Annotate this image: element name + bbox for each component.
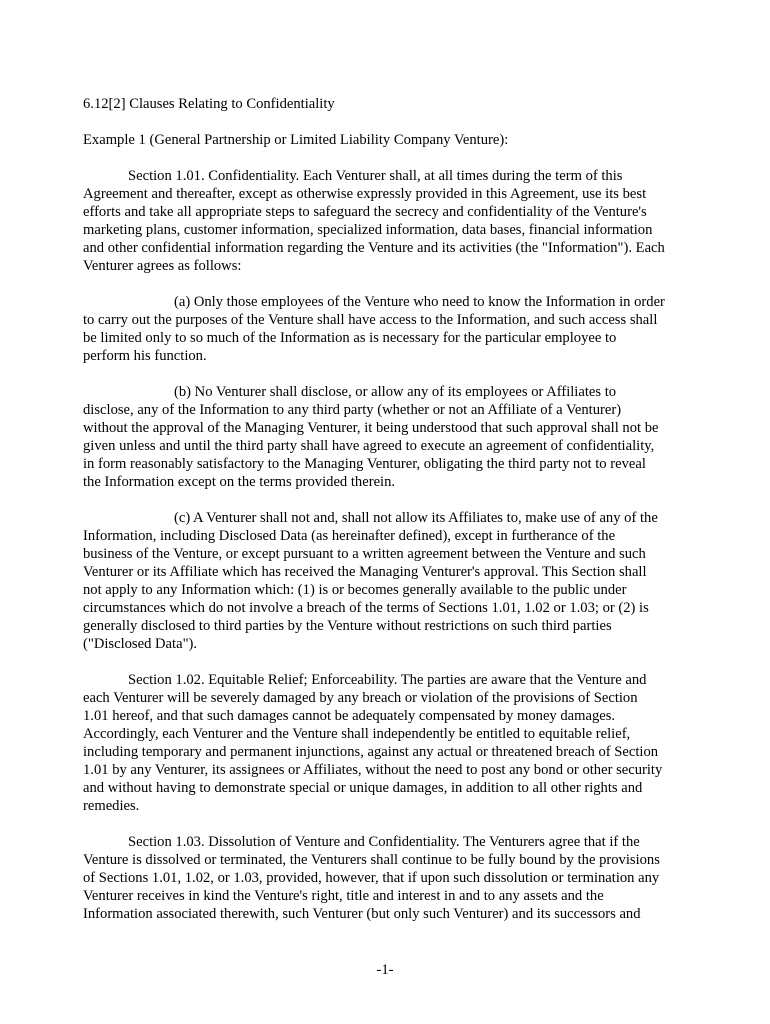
- document-title: 6.12[2] Clauses Relating to Confidentiality: [83, 96, 335, 112]
- paragraph-line: business of the Venture, or except pursuant to a written agreement between the Venture and such: [83, 546, 646, 562]
- paragraph-line: each Venturer will be severely damaged by any breach or violation of the provisions of Section: [83, 690, 638, 706]
- paragraph-line: and other confidential information regarding the Venture and its activities (the "Information"). Each: [83, 240, 665, 256]
- paragraph-line: Information, including Disclosed Data (as hereinafter defined), except in furtherance of the: [83, 528, 616, 544]
- clause-b-paragraph: [83, 383, 695, 491]
- paragraph-line: including temporary and permanent injunctions, against any actual or threatened breach of Section: [83, 744, 659, 760]
- paragraph-line: Section 1.02. Equitable Relief; Enforceability. The parties are aware that the Venture and: [128, 672, 647, 688]
- paragraph-line: not apply to any Information which: (1) is or becomes generally available to the public under: [83, 582, 627, 598]
- paragraph-line: be limited only to so much of the Information as is necessary for the particular employee to: [83, 330, 617, 346]
- section-1-01-paragraph: [83, 167, 695, 275]
- paragraph-line: in form reasonably satisfactory to the Managing Venturer, obligating the third party not to reveal: [83, 456, 646, 472]
- paragraph-line: to carry out the purposes of the Venture shall have access to the Information, and such access shall: [83, 312, 658, 328]
- paragraph-line: perform his function.: [83, 348, 207, 364]
- paragraph-line: remedies.: [83, 798, 140, 814]
- paragraph-line: efforts and take all appropriate steps to safeguard the secrecy and confidentiality of the Venture's: [83, 204, 647, 220]
- section-1-02-paragraph: [83, 671, 695, 815]
- paragraph-line: marketing plans, customer information, specialized information, data bases, financial information: [83, 222, 653, 238]
- paragraph-line: Section 1.03. Dissolution of Venture and Confidentiality. The Venturers agree that if the: [128, 834, 640, 850]
- paragraph-line: Venturer receives in kind the Venture's right, title and interest in and to any assets and the: [83, 888, 604, 904]
- paragraph-line: (c) A Venturer shall not and, shall not allow its Affiliates to, make use of any of the: [174, 510, 658, 526]
- clause-c-paragraph: [83, 509, 695, 653]
- paragraph-line: and without having to demonstrate special or unique damages, in addition to all other rights and: [83, 780, 643, 796]
- paragraph-line: (a) Only those employees of the Venture who need to know the Information in order: [174, 294, 665, 310]
- paragraph-line: given unless and until the third party shall have agreed to execute an agreement of confidentiality,: [83, 438, 655, 454]
- paragraph-line: Section 1.01. Confidentiality. Each Venturer shall, at all times during the term of this: [128, 168, 623, 184]
- section-1-03-paragraph: [83, 833, 695, 923]
- paragraph-line: Venturer agrees as follows:: [83, 258, 242, 274]
- paragraph-line: (b) No Venturer shall disclose, or allow any of its employees or Affiliates to: [174, 384, 617, 400]
- paragraph-line: Agreement and thereafter, except as otherwise expressly provided in this Agreement, use its best: [83, 186, 647, 202]
- paragraph-line: ("Disclosed Data").: [83, 636, 198, 652]
- page-number: -1-: [376, 962, 394, 978]
- paragraph-line: the Information except on the terms provided therein.: [83, 474, 396, 490]
- paragraph-line: circumstances which do not involve a breach of the terms of Sections 1.01, 1.02 or 1.03; or (2) is: [83, 600, 649, 616]
- paragraph-line: Venture is dissolved or terminated, the Venturers shall continue to be fully bound by the provisions: [83, 852, 660, 868]
- paragraph-line: 1.01 by any Venturer, its assignees or Affiliates, without the need to post any bond or other security: [83, 762, 663, 778]
- paragraph-line: Accordingly, each Venturer and the Venture shall independently be entitled to equitable relief,: [83, 726, 631, 742]
- paragraph-line: Venturer or its Affiliate which has received the Managing Venturer's approval. This Section shall: [83, 564, 647, 580]
- document-body: [83, 95, 695, 941]
- paragraph-line: without the approval of the Managing Venturer, it being understood that such approval shall not be: [83, 420, 659, 436]
- paragraph-line: of Sections 1.01, 1.02, or 1.03, provided, however, that if upon such dissolution or termination any: [83, 870, 660, 886]
- paragraph-line: Information associated therewith, such Venturer (but only such Venturer) and its successors and: [83, 906, 641, 922]
- paragraph-line: disclose, any of the Information to any third party (whether or not an Affiliate of a Venturer): [83, 402, 622, 418]
- paragraph-line: 1.01 hereof, and that such damages cannot be adequately compensated by money damages.: [83, 708, 616, 724]
- clause-a-paragraph: [83, 293, 695, 365]
- example-heading: Example 1 (General Partnership or Limited Liability Company Venture):: [83, 132, 509, 148]
- paragraph-line: generally disclosed to third parties by the Venture without restrictions on such third parties: [83, 618, 612, 634]
